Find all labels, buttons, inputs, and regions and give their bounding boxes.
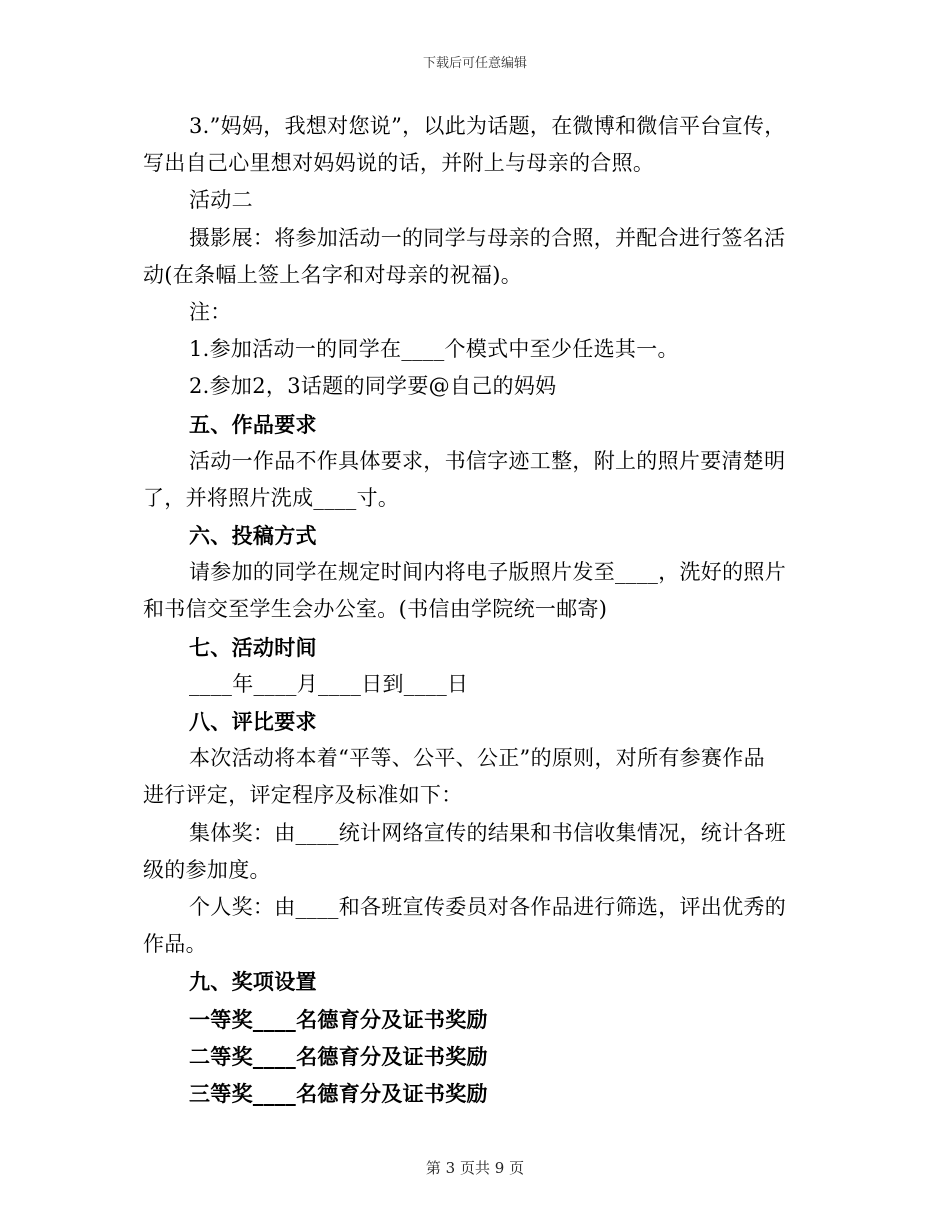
section-heading: 一等奖____名德育分及证书奖励 — [189, 1006, 488, 1032]
section-heading: 五、作品要求 — [189, 411, 317, 437]
section-heading: 六、投稿方式 — [189, 523, 317, 549]
text-line: 2.参加2，3话题的同学要@自己的妈妈 — [189, 374, 557, 399]
document-body — [143, 108, 803, 1112]
section-heading: 三等奖____名德育分及证书奖励 — [189, 1080, 488, 1106]
page-header: 下载后可任意编辑 — [422, 56, 527, 71]
text-line: 和书信交至学生会办公室。(书信由学院统一邮寄) — [143, 597, 608, 622]
text-line: 动(在条幅上签上名字和对母亲的祝福)。 — [143, 262, 523, 287]
text-line: 注： — [189, 299, 232, 324]
text-line: 请参加的同学在规定时间内将电子版照片发至____，洗好的照片 — [189, 560, 786, 585]
section-heading: 二等奖____名德育分及证书奖励 — [189, 1043, 488, 1069]
section-heading: 九、奖项设置 — [189, 969, 317, 995]
text-line: 作品。 — [143, 932, 207, 957]
section-heading: 八、评比要求 — [189, 709, 317, 734]
section-heading: 七、活动时间 — [189, 634, 317, 660]
page-footer: 第 3 页共 9 页 — [425, 1159, 525, 1177]
text-line: 摄影展：将参加活动一的同学与母亲的合照，并配合进行签名活 — [189, 225, 786, 250]
text-line: 进行评定，评定程序及标准如下： — [143, 783, 463, 808]
text-line: 1.参加活动一的同学在____个模式中至少任选其一。 — [189, 337, 679, 362]
text-line: 写出自己心里想对妈妈说的话，并附上与母亲的合照。 — [143, 151, 655, 176]
text-line: ____年____月____日到____日 — [189, 671, 469, 696]
text-line: 级的参加度。 — [143, 857, 271, 882]
text-line: 个人奖：由____和各班宣传委员对各作品进行筛选，评出优秀的 — [189, 894, 786, 919]
text-line: 集体奖：由____统计网络宣传的结果和书信收集情况，统计各班 — [189, 820, 786, 845]
text-line: 3.”妈妈，我想对您说”，以此为话题，在微博和微信平台宣传， — [189, 114, 786, 138]
text-line: 本次活动将本着“平等、公平、公正”的原则，对所有参赛作品 — [189, 746, 765, 771]
text-line: 活动一作品不作具体要求，书信字迹工整，附上的照片要清楚明 — [189, 448, 786, 473]
text-line: 了，并将照片洗成____寸。 — [143, 485, 400, 510]
text-line: 活动二 — [189, 188, 253, 213]
